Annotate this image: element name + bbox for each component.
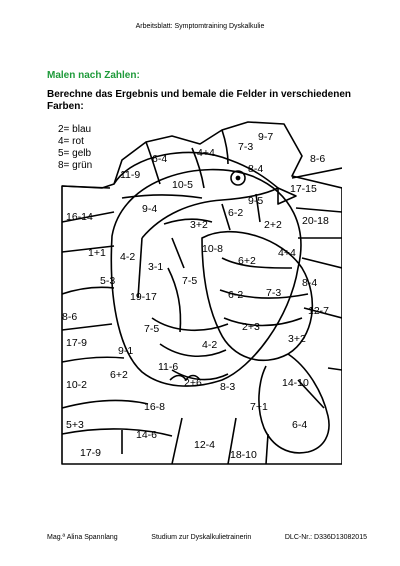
exercise-field: 7-5 bbox=[144, 323, 160, 335]
picture-outline bbox=[62, 122, 342, 464]
exercise-field: 2+6 bbox=[184, 377, 202, 389]
section-heading: Malen nach Zahlen: bbox=[47, 70, 140, 81]
exercise-field: 18-10 bbox=[230, 449, 257, 461]
footer-course: Studium zur Dyskalkulietrainerin bbox=[151, 534, 252, 541]
exercise-field: 10-2 bbox=[66, 379, 88, 391]
exercise-field: 12-4 bbox=[194, 439, 216, 451]
bird-tail-outline bbox=[259, 354, 329, 453]
exercise-field: 8-6 bbox=[62, 311, 78, 323]
exercise-field: 19-17 bbox=[130, 291, 157, 303]
exercise-field: 5+3 bbox=[66, 419, 84, 431]
bird-eye-pupil bbox=[236, 176, 239, 179]
exercise-field: 7+1 bbox=[250, 401, 268, 413]
exercise-field: 12-7 bbox=[308, 305, 330, 317]
exercise-field: 8-6 bbox=[310, 153, 326, 165]
exercise-field: 6-2 bbox=[228, 289, 244, 301]
exercise-field: 3-1 bbox=[148, 261, 164, 273]
legend-item-green: 8= grün bbox=[58, 160, 93, 171]
exercise-field: 4-2 bbox=[202, 339, 218, 351]
exercise-field: 6+2 bbox=[238, 255, 256, 267]
legend-item-yellow: 5= gelb bbox=[58, 148, 92, 159]
exercise-field: 5-3 bbox=[100, 275, 116, 287]
exercise-field: 6-2 bbox=[228, 207, 244, 219]
footer-author: Mag.ª Alina Spannlang bbox=[47, 534, 118, 541]
exercise-field: 2+3 bbox=[242, 321, 260, 333]
exercise-field: 9-4 bbox=[142, 203, 158, 215]
exercise-field: 6-4 bbox=[152, 153, 168, 165]
exercise-field: 11-6 bbox=[158, 361, 179, 373]
exercise-field: 7-3 bbox=[266, 287, 282, 299]
exercise-field: 7-3 bbox=[238, 141, 254, 153]
legend-item-red: 4= rot bbox=[58, 136, 84, 147]
exercise-field: 8-3 bbox=[220, 381, 236, 393]
exercise-field: 3+2 bbox=[190, 219, 208, 231]
exercise-field: 7-5 bbox=[182, 275, 198, 287]
exercise-field: 20-18 bbox=[302, 215, 329, 227]
exercise-field: 17-9 bbox=[66, 337, 88, 349]
exercise-field: 8-4 bbox=[302, 277, 318, 289]
footer-doc-number: DLC-Nr.: D336D13082015 bbox=[284, 534, 367, 541]
exercise-field: 17-9 bbox=[80, 447, 102, 459]
exercise-field: 3+2 bbox=[288, 333, 306, 345]
exercise-field: 8-4 bbox=[248, 163, 264, 175]
exercise-field: 10-5 bbox=[172, 179, 194, 191]
exercise-field: 16-14 bbox=[66, 211, 93, 223]
exercise-field: 11-9 bbox=[120, 169, 141, 181]
exercise-field: 4-2 bbox=[120, 251, 136, 263]
exercise-field: 9-5 bbox=[248, 195, 264, 207]
exercise-field: 4+4 bbox=[278, 247, 296, 259]
worksheet-header: Arbeitsblatt: Symptomtraining Dyskalkulie bbox=[135, 23, 265, 30]
exercise-field: 17-15 bbox=[290, 183, 317, 195]
exercise-field: 10-8 bbox=[202, 243, 224, 255]
exercise-field: 6-4 bbox=[292, 419, 308, 431]
instruction-text: Berechne das Ergebnis und bemale die Felder in verschiedenen Farben: bbox=[47, 89, 351, 112]
coloring-picture bbox=[52, 118, 342, 470]
legend-item-blue: 2= blau bbox=[58, 124, 92, 135]
exercise-field: 9-7 bbox=[258, 131, 274, 143]
worksheet-footer bbox=[47, 534, 367, 541]
exercise-field: 14-6 bbox=[136, 429, 158, 441]
exercise-field: 1+1 bbox=[88, 247, 106, 259]
exercise-field: 9-1 bbox=[118, 345, 134, 357]
exercise-field: 4+4 bbox=[197, 147, 215, 159]
exercise-field: 6+2 bbox=[110, 369, 128, 381]
exercise-field: 16-8 bbox=[144, 401, 166, 413]
exercise-field: 2+2 bbox=[264, 219, 282, 231]
exercise-field: 14-10 bbox=[282, 377, 309, 389]
